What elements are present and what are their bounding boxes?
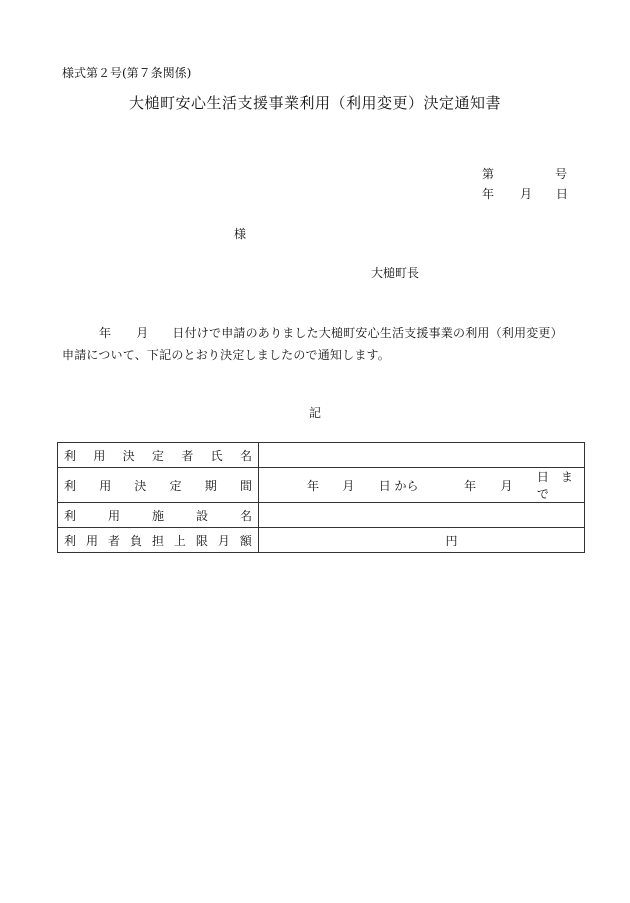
table-row: [58, 443, 585, 468]
table-row: [58, 503, 585, 528]
reference-dai: 第: [482, 167, 495, 181]
date-day-label: 日: [556, 187, 569, 201]
table-row: [58, 468, 585, 503]
label-monthly-limit: [58, 528, 259, 553]
body-month-label: 月: [136, 326, 149, 340]
form-number: 様式第２号(第７条関係): [62, 66, 192, 80]
sender-name: 大槌町長: [371, 266, 420, 280]
label-decision-period: [58, 468, 259, 503]
value-decision-person[interactable]: [259, 443, 585, 468]
label-chars: 利 用 決 定 者 氏 名: [64, 448, 252, 463]
date-year-label: 年: [482, 187, 495, 201]
document-title: 大槌町安心生活支援事業利用（利用変更）決定通知書: [128, 94, 501, 112]
label-facility-name: [58, 503, 259, 528]
value-monthly-limit[interactable]: [259, 528, 585, 553]
value-facility-name[interactable]: [259, 503, 585, 528]
value-decision-period[interactable]: [259, 468, 585, 503]
body-line-2: 申請について、下記のとおり決定しましたので通知します。: [62, 348, 390, 362]
reference-go: 号: [555, 167, 568, 181]
period-text: 年 月 日 から 年 月 日 まで: [307, 470, 573, 501]
body-line-1: [62, 327, 563, 339]
ki-heading: 記: [308, 406, 321, 420]
date-month-label: 月: [520, 187, 533, 201]
yen-unit: 円: [445, 533, 458, 548]
label-chars: 利 用 決 定 期 間: [64, 478, 252, 493]
label-decision-person: [58, 443, 259, 468]
label-chars: 利 用 施 設 名: [64, 508, 252, 523]
addressee-honorific: 様: [234, 227, 247, 241]
body-line-1-text: 日付けで申請のありました大槌町安心生活支援事業の利用（利用変更）: [172, 326, 563, 340]
decision-table: [57, 442, 585, 553]
body-year-label: 年: [99, 326, 112, 340]
label-chars: 利 用 者 負 担 上 限 月 額: [64, 533, 252, 548]
table-row: [58, 528, 585, 553]
